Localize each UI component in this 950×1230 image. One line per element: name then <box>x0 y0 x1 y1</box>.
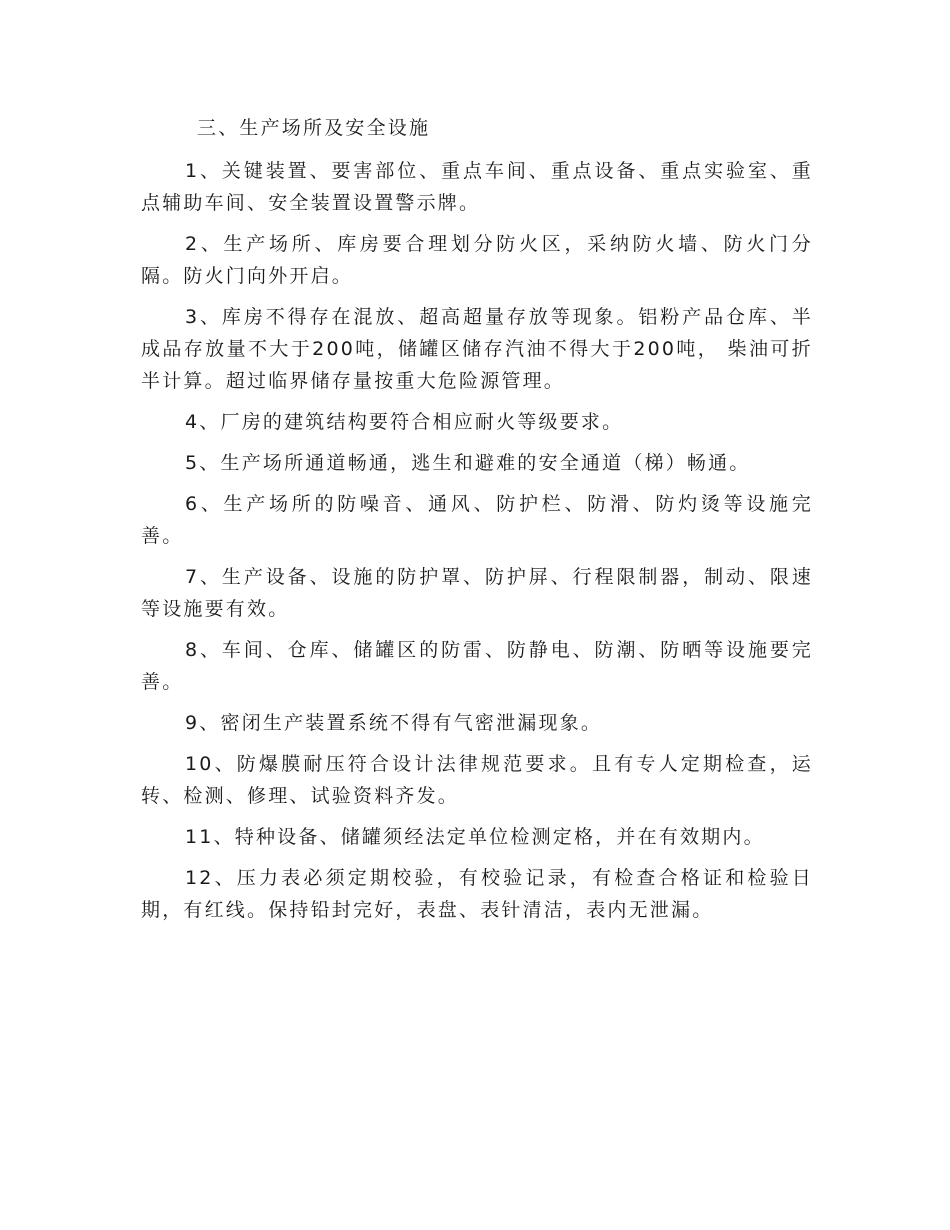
paragraph-10: 10、防爆膜耐压符合设计法律规范要求。且有专人定期检查，运转、检测、修理、试验资料齐发。 <box>141 753 813 807</box>
paragraph-7: 7、生产设备、设施的防护罩、防护屏、行程限制器，制动、限速等设施要有效。 <box>141 566 813 620</box>
paragraph-4: 4、厂房的建筑结构要符合相应耐火等级要求。 <box>185 411 624 433</box>
paragraph-9: 9、密闭生产装置系统不得有气密泄漏现象。 <box>185 712 603 734</box>
paragraph-5: 5、生产场所通道畅通，逃生和避难的安全通道（梯）畅通。 <box>185 452 751 474</box>
paragraph-2: 2、生产场所、库房要合理划分防火区，采纳防火墙、防火门分隔。防火门向外开启。 <box>141 233 813 287</box>
paragraph-11: 11、特种设备、储罐须经法定单位检测定格，并在有效期内。 <box>185 826 765 848</box>
paragraph-6: 6、生产场所的防噪音、通风、防护栏、防滑、防灼烫等设施完善。 <box>141 493 813 547</box>
paragraph-12: 12、压力表必须定期校验，有校验记录，有检查合格证和检验日期，有红线。保持铅封完好，表盘、表针清洁，表内无泄漏。 <box>141 867 813 921</box>
document-body <box>141 112 813 935</box>
paragraph-1: 1、关键装置、要害部位、重点车间、重点设备、重点实验室、重点辅助车间、安全装置设置警示牌。 <box>141 160 813 214</box>
section-heading: 三、生产场所及安全设施 <box>197 117 431 139</box>
paragraph-3: 3、库房不得存在混放、超高超量存放等现象。铝粉产品仓库、半成品存放量不大于200吨，储罐区储存汽油不得大于200吨， 柴油可折半计算。超过临界储存量按重大危险源管理。 <box>141 306 813 392</box>
paragraph-8: 8、车间、仓库、储罐区的防雷、防静电、防潮、防晒等设施要完善。 <box>141 639 813 693</box>
